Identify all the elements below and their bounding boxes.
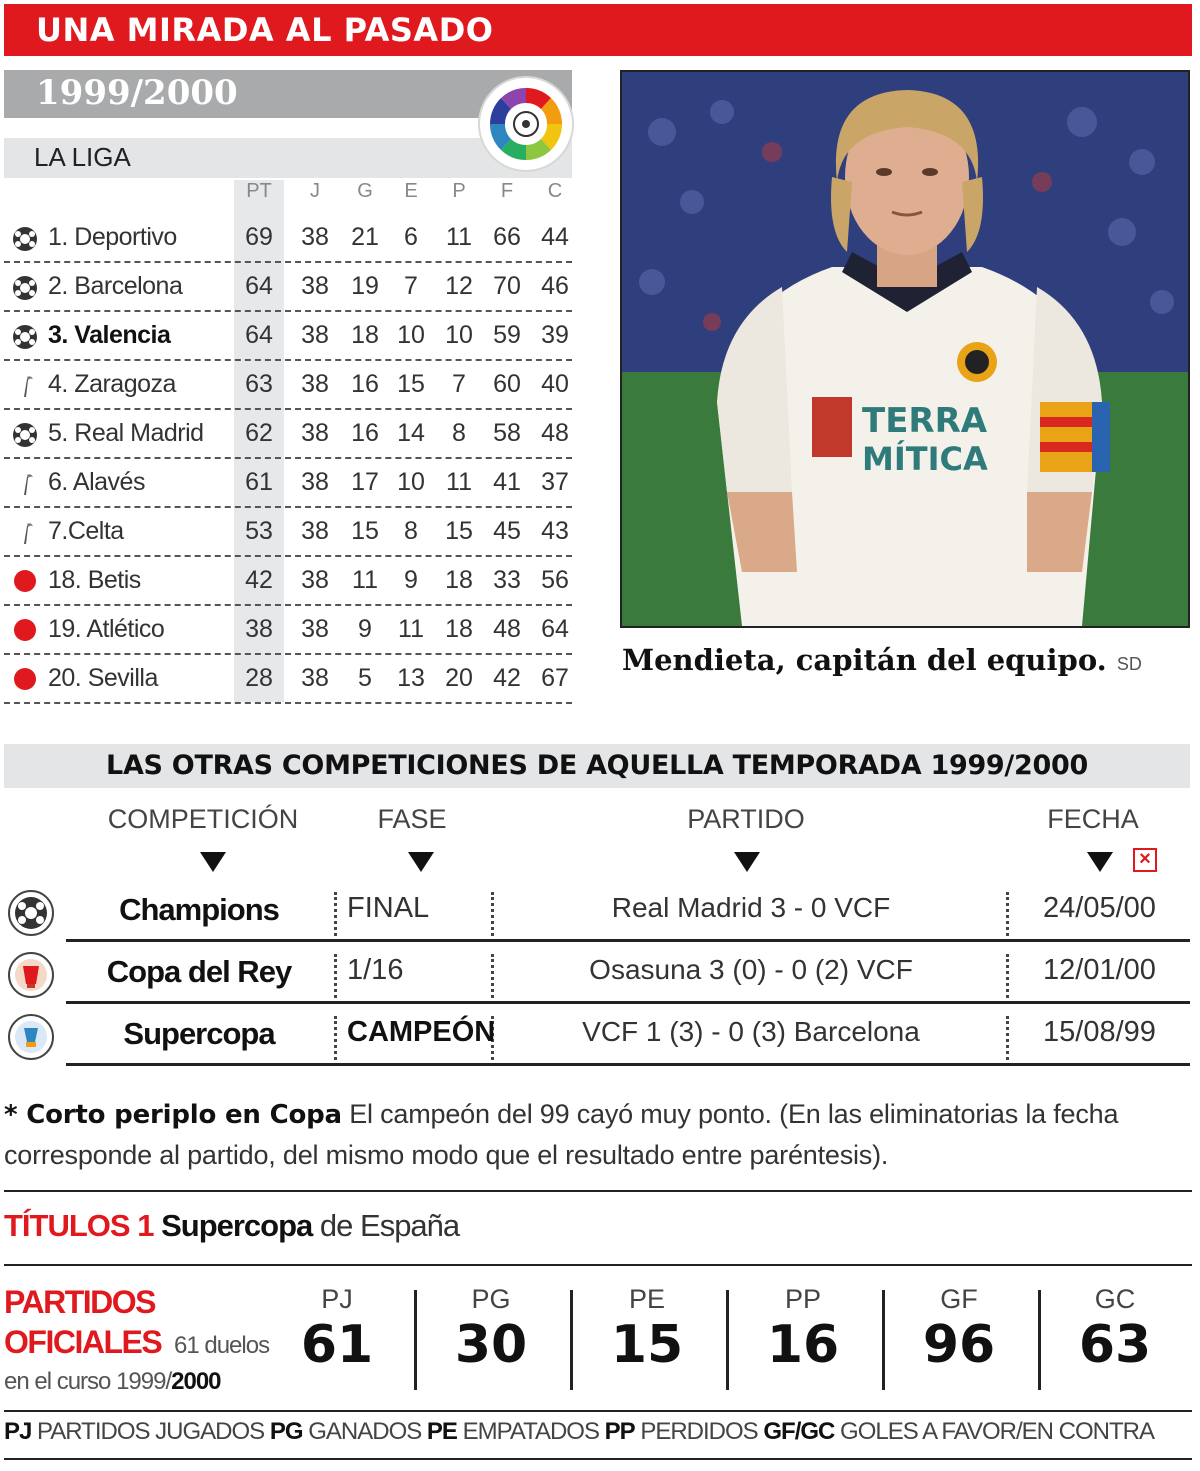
- relegation-dot-icon: [14, 619, 36, 641]
- stat-p: 20: [445, 664, 473, 692]
- caption-text: Mendieta, capitán del equipo.: [622, 643, 1107, 677]
- header-match: PARTIDO: [687, 804, 805, 834]
- competition-match: Real Madrid 3 - 0 VCF: [611, 892, 891, 923]
- titles-bold: Supercopa: [161, 1208, 313, 1243]
- legend: [4, 1418, 1154, 1446]
- divider: [4, 1410, 1192, 1412]
- team-name: 1. Deportivo: [48, 223, 177, 251]
- stat-value: 61: [300, 1315, 374, 1375]
- competition-row: [66, 942, 1190, 1004]
- competition-phase: CAMPEÓN: [334, 1016, 494, 1060]
- stat-e: 14: [397, 419, 425, 447]
- competition-name: Supercopa: [123, 1016, 275, 1051]
- stat-p: 18: [445, 566, 473, 594]
- stat-p: 11: [446, 223, 472, 251]
- league-name: LA LIGA: [34, 142, 131, 172]
- stat-e: 6: [404, 223, 418, 251]
- divider: [4, 1264, 1192, 1266]
- stat-value: 15: [610, 1315, 684, 1375]
- table-row: [4, 655, 572, 704]
- stat-value: 30: [454, 1315, 528, 1375]
- titles-line: [4, 1208, 459, 1244]
- stat-c: 44: [541, 223, 569, 251]
- stat-f: 45: [493, 517, 521, 545]
- stat-separator: [570, 1290, 573, 1390]
- team-name: 5. Real Madrid: [48, 419, 204, 447]
- competition-date: 15/08/99: [1006, 1016, 1190, 1060]
- team-name: 6. Alavés: [48, 468, 145, 496]
- competition-date: 24/05/00: [1006, 892, 1190, 936]
- header-competition: COMPETICIÓN: [107, 804, 299, 834]
- stat-pt: 64: [245, 321, 273, 349]
- photo-caption: [622, 643, 1142, 677]
- svg-text:MÍTICA: MÍTICA: [862, 440, 988, 478]
- arrow-down-icon: [408, 852, 434, 872]
- stat-label: PE: [628, 1284, 666, 1314]
- stat-pt: 63: [245, 370, 273, 398]
- stat-j: 38: [301, 566, 329, 594]
- official-desc: 61 duelos: [174, 1332, 270, 1359]
- table-row: [4, 557, 572, 606]
- legend-text: GANADOS: [308, 1418, 422, 1445]
- stat-pp: [728, 1284, 878, 1375]
- team-name: 19. Atlético: [48, 615, 165, 643]
- arrow-down-icon: [734, 852, 760, 872]
- stat-label: PP: [784, 1284, 822, 1314]
- table-row: [4, 263, 572, 312]
- stat-j: 38: [301, 321, 329, 349]
- season-label: 1999/2000: [36, 73, 238, 113]
- team-name: 3. Valencia: [48, 321, 171, 349]
- divider: [4, 1458, 1192, 1460]
- stat-j: 38: [301, 223, 329, 251]
- titles-label: TÍTULOS 1: [4, 1208, 154, 1243]
- stat-f: 33: [493, 566, 521, 594]
- uefa-cup-icon: [10, 520, 40, 546]
- column-header-c: C: [547, 180, 563, 202]
- competition-match: Osasuna 3 (0) - 0 (2) VCF: [589, 954, 913, 985]
- champions-icon: [10, 226, 40, 252]
- stat-value: 96: [922, 1315, 996, 1375]
- column-header-p: P: [452, 180, 466, 202]
- stat-f: 58: [493, 419, 521, 447]
- stat-j: 38: [301, 419, 329, 447]
- stat-p: 11: [446, 468, 472, 496]
- stat-p: 10: [445, 321, 473, 349]
- note-title: * Corto periplo en Copa: [4, 1100, 342, 1130]
- la-liga-logo-icon: [478, 76, 574, 172]
- table-row: [4, 606, 572, 655]
- stat-f: 48: [493, 615, 521, 643]
- stat-e: 9: [404, 566, 418, 594]
- stat-j: 38: [301, 370, 329, 398]
- table-row: [4, 410, 572, 459]
- stat-label: GC: [1094, 1284, 1136, 1314]
- stat-e: 10: [397, 321, 425, 349]
- stat-separator: [414, 1290, 417, 1390]
- official-desc2-text: en el curso 1999/: [4, 1368, 172, 1395]
- stat-f: 42: [493, 664, 521, 692]
- stat-f: 41: [493, 468, 521, 496]
- stat-j: 38: [301, 615, 329, 643]
- table-row: [4, 459, 572, 508]
- stat-label: PJ: [321, 1284, 353, 1314]
- stat-g: 9: [358, 615, 372, 643]
- team-name: 18. Betis: [48, 566, 141, 594]
- stat-j: 38: [301, 468, 329, 496]
- uefa-cup-icon: [10, 471, 40, 497]
- stat-p: 18: [445, 615, 473, 643]
- stat-j: 38: [301, 272, 329, 300]
- stat-e: 11: [398, 615, 424, 643]
- arrow-down-icon: [1087, 852, 1113, 872]
- stat-g: 16: [351, 419, 379, 447]
- competition-phase: FINAL: [334, 892, 494, 936]
- column-header-e: E: [404, 180, 418, 202]
- champions-icon: [8, 890, 54, 936]
- stat-e: 10: [397, 468, 425, 496]
- competition-date: 12/01/00: [1006, 954, 1190, 998]
- official-line2: OFICIALES: [4, 1324, 162, 1360]
- header-title: UNA MIRADA AL PASADO: [36, 11, 494, 49]
- stat-pg: [416, 1284, 566, 1375]
- stat-pe: [572, 1284, 722, 1375]
- column-header-pt: PT: [246, 180, 272, 202]
- stat-c: 56: [541, 566, 569, 594]
- stat-pt: 42: [245, 566, 273, 594]
- note-paragraph: [4, 1094, 1194, 1175]
- stat-value: 63: [1078, 1315, 1152, 1375]
- stat-p: 12: [445, 272, 473, 300]
- legend-abbr: GF/GC: [763, 1418, 835, 1445]
- header-banner: [4, 4, 1192, 56]
- stat-label: PG: [471, 1284, 511, 1314]
- stat-e: 13: [397, 664, 425, 692]
- stat-g: 16: [351, 370, 379, 398]
- stat-gc: [1040, 1284, 1190, 1375]
- stat-p: 8: [452, 419, 466, 447]
- column-header-f: F: [500, 180, 514, 202]
- column-header-g: G: [357, 180, 373, 202]
- arrow-down-icon: [200, 852, 226, 872]
- table-row: [4, 214, 572, 263]
- relegation-dot-icon: [14, 570, 36, 592]
- champions-icon: [10, 422, 40, 448]
- relegation-dot-icon: [14, 668, 36, 690]
- stat-c: 46: [541, 272, 569, 300]
- header-phase: FASE: [377, 804, 447, 834]
- svg-text:TERRA: TERRA: [862, 401, 988, 441]
- stat-pt: 53: [245, 517, 273, 545]
- stat-p: 7: [452, 370, 466, 398]
- stat-g: 19: [351, 272, 379, 300]
- stat-g: 15: [351, 517, 379, 545]
- stat-p: 15: [445, 517, 473, 545]
- legend-text: PARTIDOS JUGADOS: [37, 1418, 265, 1445]
- stat-g: 5: [358, 664, 372, 692]
- stat-j: 38: [301, 664, 329, 692]
- stat-c: 64: [541, 615, 569, 643]
- stat-pt: 69: [245, 223, 273, 251]
- column-header-j: J: [310, 180, 320, 202]
- stat-c: 39: [541, 321, 569, 349]
- stat-separator: [1038, 1290, 1041, 1390]
- legend-abbr: PG: [269, 1418, 303, 1445]
- stat-f: 60: [493, 370, 521, 398]
- champions-icon: [10, 324, 40, 350]
- stat-pt: 38: [245, 615, 273, 643]
- official-desc2: [4, 1368, 221, 1396]
- competition-row: [66, 880, 1190, 942]
- stat-pt: 28: [245, 664, 273, 692]
- stat-gf: [884, 1284, 1034, 1375]
- player-photo: [620, 70, 1190, 628]
- stat-f: 59: [493, 321, 521, 349]
- official-line1: PARTIDOS: [4, 1284, 155, 1320]
- close-box-icon: ×: [1133, 848, 1157, 872]
- stat-e: 15: [397, 370, 425, 398]
- competitions-title-bar: [4, 744, 1190, 788]
- stat-e: 8: [404, 517, 418, 545]
- competition-name: Copa del Rey: [106, 954, 292, 989]
- champions-icon: [10, 275, 40, 301]
- stat-g: 17: [351, 468, 379, 496]
- stat-label: GF: [940, 1284, 978, 1314]
- stat-pt: 61: [245, 468, 273, 496]
- stat-g: 21: [351, 223, 379, 251]
- stat-g: 11: [352, 566, 378, 594]
- stat-c: 48: [541, 419, 569, 447]
- official-desc2-bold: 2000: [171, 1368, 221, 1395]
- team-name: 2. Barcelona: [48, 272, 183, 300]
- divider: [4, 1190, 1192, 1192]
- stat-f: 70: [493, 272, 521, 300]
- stat-separator: [882, 1290, 885, 1390]
- team-name: 4. Zaragoza: [48, 370, 176, 398]
- legend-abbr: PP: [604, 1418, 635, 1445]
- competition-match: VCF 1 (3) - 0 (3) Barcelona: [582, 1016, 920, 1047]
- photo-credit: SD: [1116, 654, 1142, 674]
- note-text: El campeón del 99 cayó muy ponto. (En las eliminatorias la fecha corresponde al partido, del mismo modo que el resultado entre paréntesis).: [4, 1099, 1119, 1170]
- stat-c: 67: [541, 664, 569, 692]
- stat-pt: 64: [245, 272, 273, 300]
- stat-value: 16: [766, 1315, 840, 1375]
- legend-text: EMPATADOS: [462, 1418, 599, 1445]
- stat-separator: [726, 1290, 729, 1390]
- stat-c: 37: [541, 468, 569, 496]
- legend-text: GOLES A FAVOR/EN CONTRA: [840, 1418, 1155, 1445]
- team-name: 7.Celta: [48, 517, 124, 545]
- supercopa-icon: [8, 1014, 54, 1060]
- table-row: [4, 361, 572, 410]
- stat-g: 18: [351, 321, 379, 349]
- legend-text: PERDIDOS: [640, 1418, 758, 1445]
- competitions-title: LAS OTRAS COMPETICIONES DE AQUELLA TEMPORADA 1999/2000: [106, 750, 1088, 781]
- stat-c: 40: [541, 370, 569, 398]
- stat-j: 38: [301, 517, 329, 545]
- competition-phase: 1/16: [334, 954, 494, 998]
- stat-c: 43: [541, 517, 569, 545]
- stat-pt: 62: [245, 419, 273, 447]
- stat-pj: [262, 1284, 412, 1375]
- uefa-cup-icon: [10, 373, 40, 399]
- legend-abbr: PE: [426, 1418, 457, 1445]
- table-row: [4, 508, 572, 557]
- stat-f: 66: [493, 223, 521, 251]
- team-name: 20. Sevilla: [48, 664, 158, 692]
- table-row: [4, 312, 572, 361]
- legend-abbr: PJ: [4, 1418, 32, 1445]
- competition-name: Champions: [119, 892, 279, 927]
- header-date: FECHA: [1047, 804, 1139, 834]
- copa-del-rey-icon: [8, 952, 54, 998]
- competition-row: [66, 1004, 1190, 1066]
- stat-e: 7: [404, 272, 418, 300]
- titles-rest: de España: [319, 1208, 460, 1243]
